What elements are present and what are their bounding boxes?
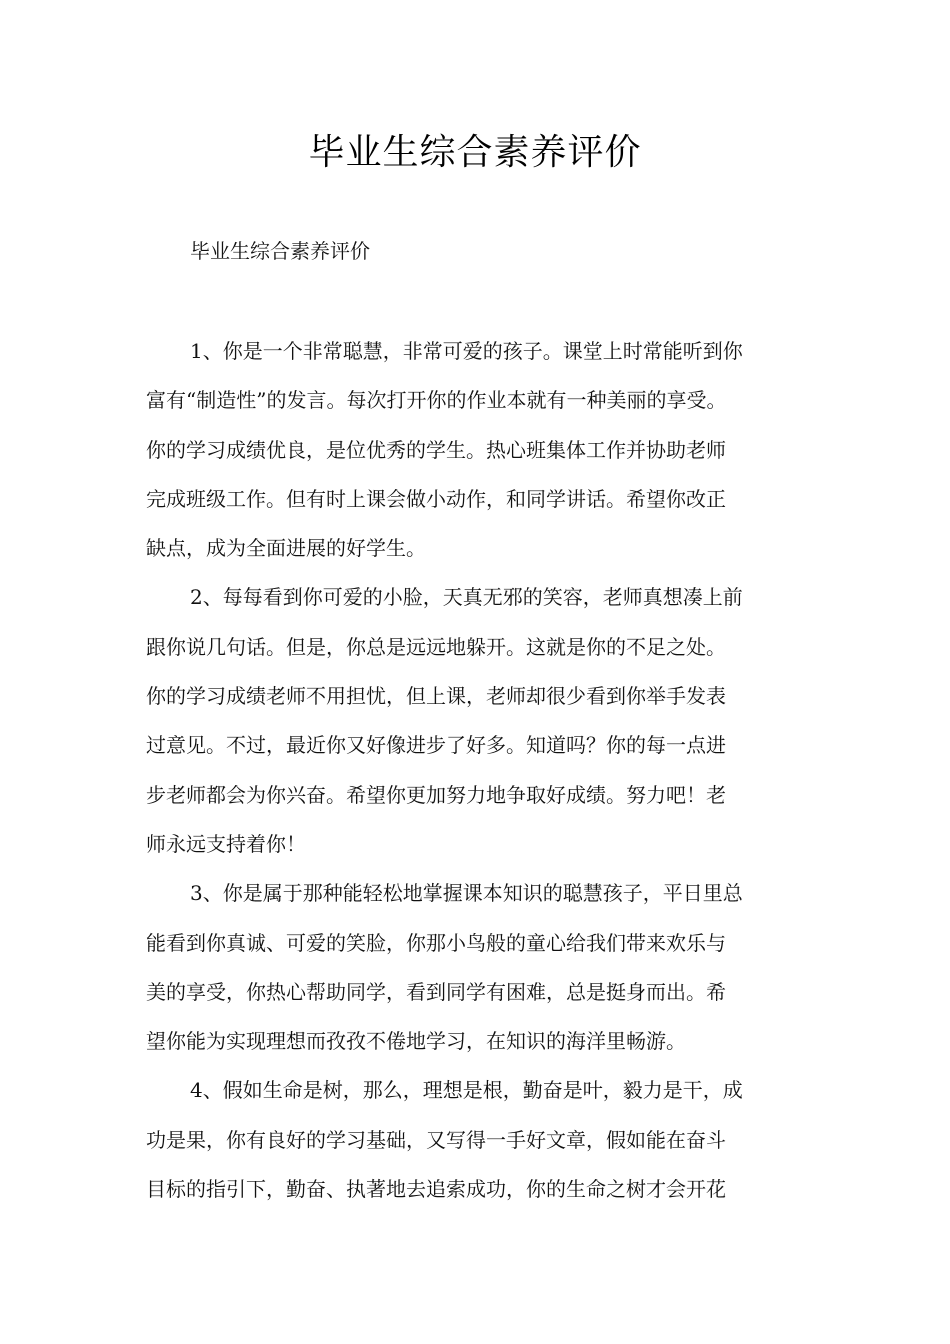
paragraph-1-line-1: 1、你是一个非常聪慧，非常可爱的孩子。课堂上时常能听到你 <box>190 339 743 363</box>
paragraph-3-line-2: 能看到你真诚、可爱的笑脸，你那小鸟般的童心给我们带来欢乐与 <box>146 930 726 955</box>
paragraph-1-line-2: 富有“制造性”的发言。每次打开你的作业本就有一种美丽的享受。 <box>146 388 727 413</box>
paragraph-3-line-4: 望你能为实现理想而孜孜不倦地学习，在知识的海洋里畅游。 <box>146 1029 686 1054</box>
paragraph-2-line-3: 你的学习成绩老师不用担忧，但上课，老师却很少看到你举手发表 <box>146 684 726 709</box>
paragraph-1-line-5: 缺点，成为全面进展的好学生。 <box>146 536 426 561</box>
paragraph-3-line-3: 美的享受，你热心帮助同学，看到同学有困难，总是挺身而出。希 <box>146 979 726 1004</box>
paragraph-2-line-5: 步老师都会为你兴奋。希望你更加努力地争取好成绩。努力吧！老 <box>146 782 726 807</box>
paragraph-3-line-1: 3、你是属于那种能轻松地掌握课本知识的聪慧孩子，平日里总 <box>190 881 743 906</box>
paragraph-1-line-3: 你的学习成绩优良，是位优秀的学生。热心班集体工作并协助老师 <box>146 437 726 462</box>
document-body <box>146 331 806 1218</box>
document-title: 毕业生综合素养评价 <box>308 132 642 173</box>
paragraph-2-line-1: 2、每每看到你可爱的小脸，天真无邪的笑容，老师真想凑上前 <box>190 585 743 610</box>
paragraph-2-line-6: 师永远支持着你！ <box>146 831 306 856</box>
document-subtitle: 毕业生综合素养评价 <box>190 239 370 263</box>
paragraph-4-line-3: 目标的指引下，勤奋、执著地去追索成功，你的生命之树才会开花 <box>146 1177 726 1202</box>
paragraph-2-line-4: 过意见。不过，最近你又好像进步了好多。知道吗？你的每一点进 <box>146 733 726 758</box>
paragraph-1-line-4: 完成班级工作。但有时上课会做小动作，和同学讲话。希望你改正 <box>146 486 726 511</box>
paragraph-4-line-2: 功是果，你有良好的学习基础，又写得一手好文章，假如能在奋斗 <box>146 1127 726 1152</box>
paragraph-2-line-2: 跟你说几句话。但是，你总是远远地躲开。这就是你的不足之处。 <box>146 634 726 659</box>
paragraph-4-line-1: 4、假如生命是树，那么，理想是根，勤奋是叶，毅力是干，成 <box>190 1078 743 1103</box>
